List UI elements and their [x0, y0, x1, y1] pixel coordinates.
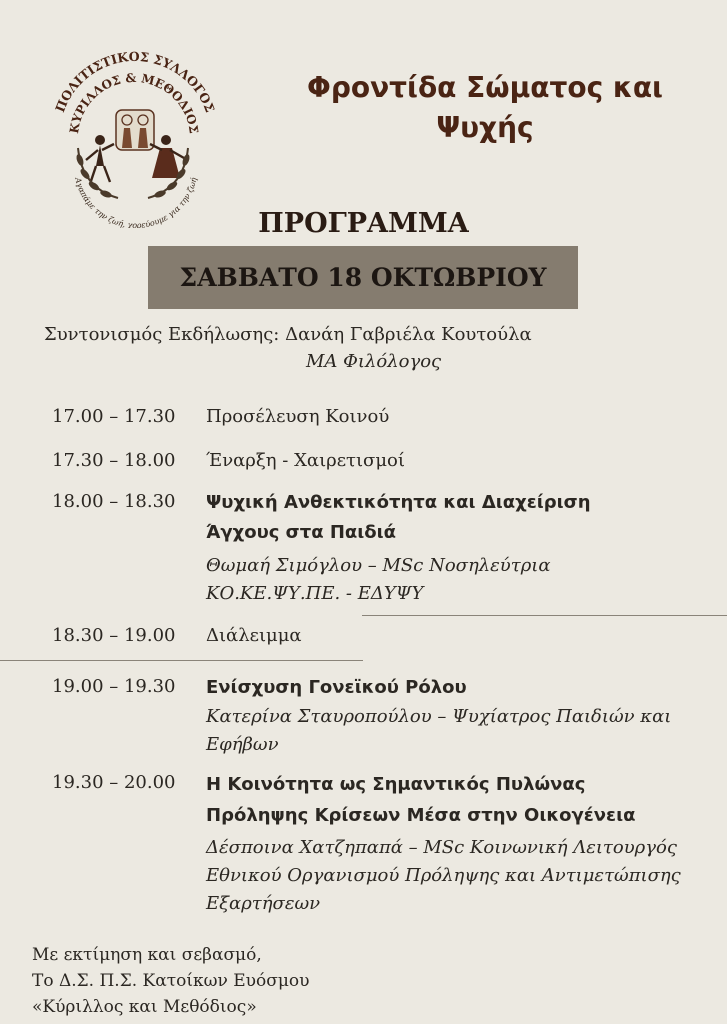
schedule-title: Άγχους στα Παιδιά: [206, 522, 397, 543]
coordination: [44, 321, 532, 372]
coordination-role: ΜΑ Φιλόλογος: [306, 351, 442, 372]
schedule-title: Έναρξη - Χαιρετισμοί: [206, 450, 405, 471]
logo-motto: Αγαπάμε την ζωή, χορεύουμε για την ζωή: [73, 176, 199, 228]
divider: [362, 615, 727, 616]
schedule-title: Πρόληψης Κρίσεων Μέσα στην Οικογένεια: [206, 805, 636, 826]
schedule-time: 18.00 – 18.30: [52, 491, 176, 512]
schedule-time: 17.00 – 17.30: [52, 406, 176, 427]
schedule-title: Διάλειμμα: [206, 625, 302, 646]
signature-line1: Με εκτίμηση και σεβασμό,: [32, 945, 262, 965]
signature-line2: Το Δ.Σ. Π.Σ. Κατοίκων Ευόσμου: [32, 971, 310, 991]
schedule-title: Ψυχική Ανθεκτικότητα και Διαχείριση: [206, 492, 591, 513]
event-title-line2: Ψυχής: [436, 111, 534, 144]
schedule-speaker: ΚΟ.ΚΕ.ΨΥ.ΠΕ. - ΕΔΥΨΥ: [206, 583, 424, 604]
logo-emblem: [38, 48, 228, 228]
schedule-time: 19.00 – 19.30: [52, 676, 176, 697]
association-logo: [38, 48, 228, 228]
logo-arc-text2: ΚΥΡΙΛΛΟΣ & ΜΕΘΟΔΙΟΣ: [67, 70, 201, 135]
program-heading: ΠΡΟΓΡΑΜΜΑ: [258, 208, 469, 239]
schedule-speaker: Δέσποινα Χατζηπαπά – MSc Κοινωνική Λειτουργός: [206, 837, 677, 858]
signature-line3: «Κύριλλος και Μεθόδιος»: [32, 997, 257, 1017]
schedule-speaker: Εξαρτήσεων: [206, 893, 321, 914]
schedule-speaker: Εθνικού Οργανισμού Πρόληψης και Αντιμετώπισης: [206, 865, 681, 886]
schedule-title: Ενίσχυση Γονεϊκού Ρόλου: [206, 677, 467, 698]
schedule-title: Προσέλευση Κοινού: [206, 406, 390, 427]
date-text: ΣΑΒΒΑΤΟ 18 ΟΚΤΩΒΡΙΟΥ: [179, 263, 547, 292]
divider: [0, 660, 363, 661]
coordination-label: Συντονισμός Εκδήλωσης: Δανάη Γαβριέλα Κουτούλα: [44, 324, 532, 345]
logo-arc-text: ΠΟΛΙΤΙΣΤΙΚΟΣ ΣΥΛΛΟΓΟΣ: [52, 48, 218, 115]
schedule-speaker: Θωμαή Σιμόγλου – MSc Νοσηλεύτρια: [206, 555, 551, 576]
schedule-title: Η Κοινότητα ως Σημαντικός Πυλώνας: [206, 774, 586, 795]
event-title-line1: Φροντίδα Σώματος και: [307, 71, 663, 104]
date-banner: [148, 246, 578, 309]
event-title: [270, 68, 700, 148]
schedule-speaker: Εφήβων: [206, 734, 279, 755]
schedule-time: 18.30 – 19.00: [52, 625, 176, 646]
schedule-time: 17.30 – 18.00: [52, 450, 176, 471]
schedule-time: 19.30 – 20.00: [52, 772, 176, 793]
schedule-speaker: Κατερίνα Σταυροπούλου – Ψυχίατρος Παιδιών και: [206, 706, 672, 727]
signature-block: [32, 942, 309, 1020]
